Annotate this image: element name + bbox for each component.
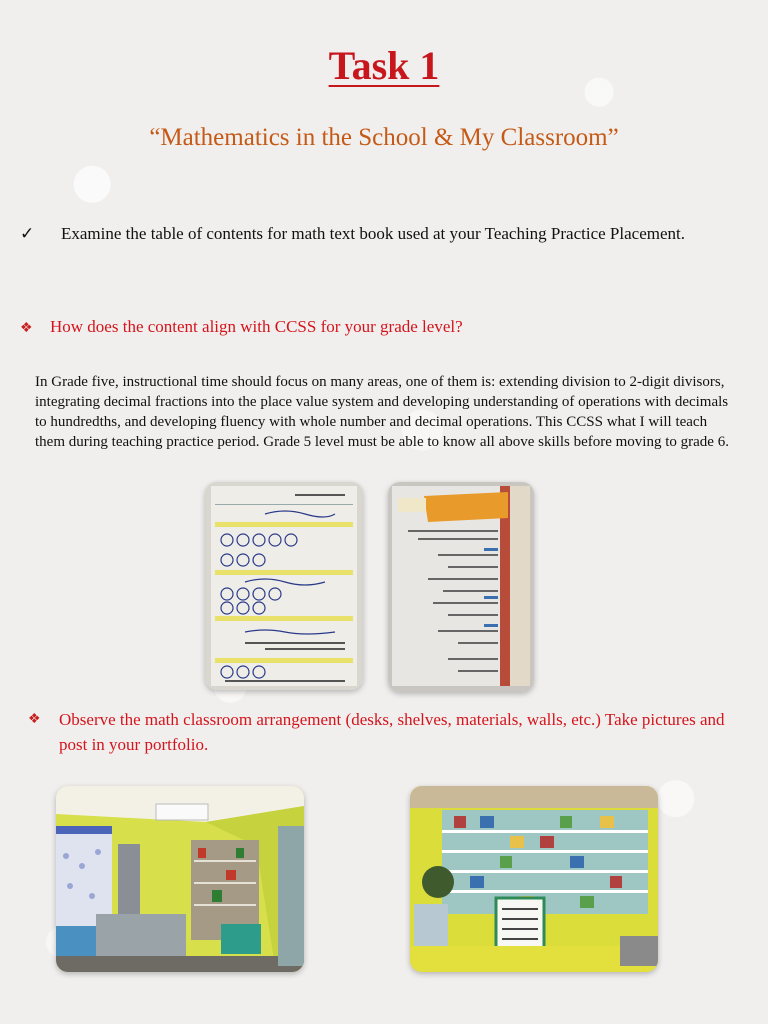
worksheet-photo-1: [205, 482, 363, 690]
question-text: How does the content align with CCSS for your grade level?: [50, 317, 463, 336]
classroom-photo-2-image: [410, 786, 658, 972]
classroom-photo-1-image: [56, 786, 304, 972]
page-title: Task 1: [328, 43, 440, 88]
diamond-bullet-icon: ❖: [28, 712, 41, 727]
observe-text: Observe the math classroom arrangement (desks, shelves, materials, walls, etc.) Take pictures and post in your portfolio.: [59, 710, 725, 754]
checkmark-icon: ✓: [20, 224, 35, 243]
classroom-photo-1: [56, 786, 304, 972]
worksheet-photo-1-image: [205, 482, 363, 690]
page-subtitle: “Mathematics in the School & My Classroom”: [149, 124, 619, 151]
textbook-photo: [388, 482, 534, 692]
observe-instruction: [28, 707, 743, 757]
diamond-bullet-icon: ❖: [20, 321, 33, 336]
classroom-photo-2: [410, 786, 658, 972]
answer-paragraph: In Grade five, instructional time should focus on many areas, one of them is: extending division to 2-digit divisors, integrating decimal fractions into the place value system and developing understanding of operations with decimals to hundredths, and developing fluency with whole number and decimal operations. This CCSS what I will teach them during teaching practice period. Grade 5 level must be able to know all above skills before moving to grade 6.: [35, 374, 729, 450]
textbook-photo-image: [388, 482, 534, 692]
question-heading: [20, 315, 740, 341]
checklist-item: [20, 222, 720, 246]
checklist-item-text: Examine the table of contents for math text book used at your Teaching Practice Placement.: [61, 224, 685, 243]
